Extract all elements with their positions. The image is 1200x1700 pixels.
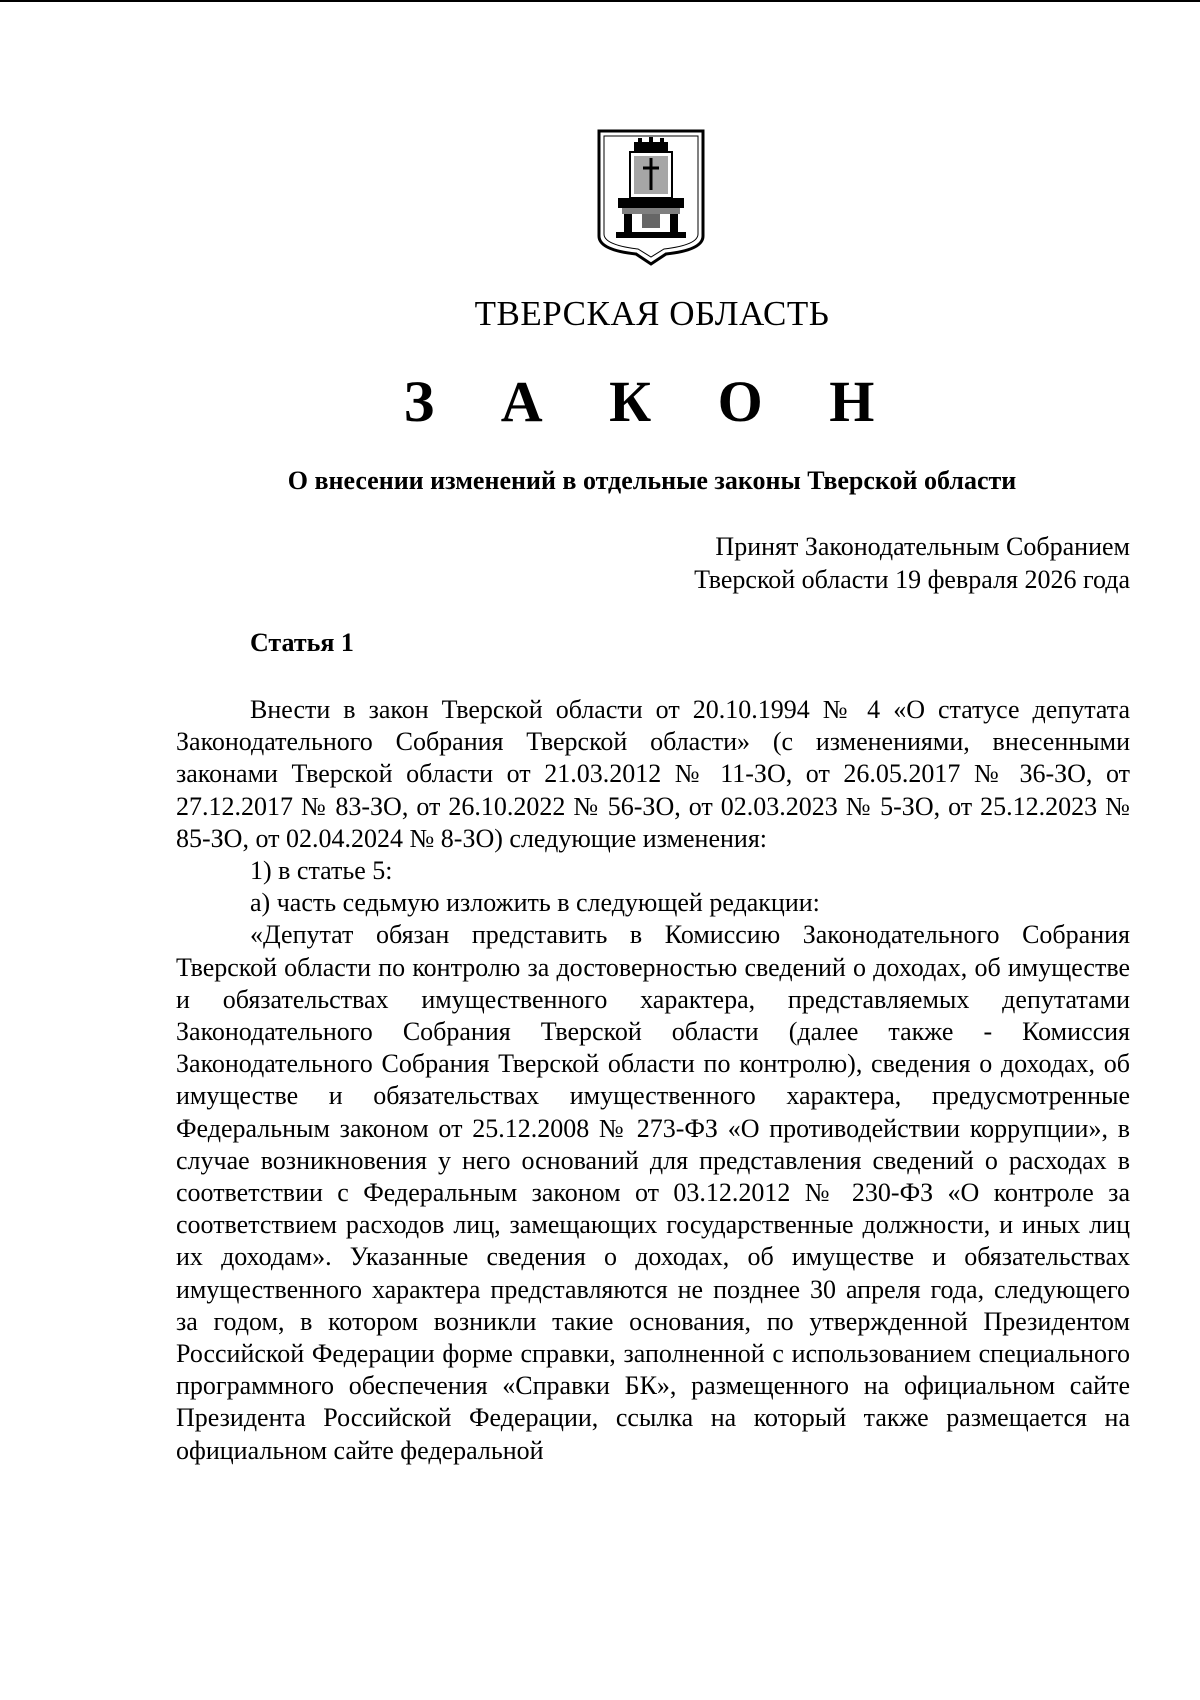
paragraph-item-1: 1) в статье 5: bbox=[250, 856, 393, 886]
adoption-note-line-1: Принят Законодательным Собранием bbox=[715, 532, 1130, 561]
paragraph-intro: Внести в закон Тверской области от 20.10.1994 № 4 «О статусе депутата Законодательного Собрания Тверской области» (с изменениями, внесенными законами Тверской области от 21.03.2012 № 11-ЗО, от 26.05.2017 № 36-ЗО, от 27.12.2017 № 83-ЗО, от 26.10.2022 № 56-ЗО, от 02.03.2023 № 5-ЗО, от 25.12.2023 № 85-ЗО, от 02.04.2024 № 8-ЗО) следующие изменения: bbox=[176, 695, 1130, 853]
law-subject-title: О внесении изменений в отдельные законы Тверской области bbox=[287, 466, 1017, 495]
document-type-title: З А К О Н bbox=[403, 369, 901, 434]
region-heading: ТВЕРСКАЯ ОБЛАСТЬ bbox=[474, 294, 830, 333]
top-border-line bbox=[0, 0, 1200, 2]
article-heading: Статья 1 bbox=[250, 628, 354, 657]
paragraph-item-a: а) часть седьмую изложить в следующей редакции: bbox=[250, 888, 820, 918]
coat-of-arms-icon bbox=[596, 128, 706, 266]
paragraph-new-text: «Депутат обязан представить в Комиссию Законодательного Собрания Тверской области по контролю за достоверностью сведений о доходах, об имуществе и обязательствах имущественного характера, представляемых депутатами Законодательного Собрания Тверской области (далее также - Комиссия Законодательного Собрания Тверской области по контролю), сведения о доходах, об имуществе и обязательствах имущественного характера, предусмотренные Федеральным законом от 25.12.2008 № 273-ФЗ «О противодействии коррупции», в случае возникновения у него оснований для представления сведений о расходах в соответствии с Федеральным законом от 03.12.2012 № 230-ФЗ «О контроле за соответствием расходов лиц, замещающих государственные должности, и иных лиц их доходам». Указанные сведения о доходах, об имуществе и обязательствах имущественного характера представляются не позднее 30 апреля года, следующего за годом, в котором возникли такие основания, по утвержденной Президентом Российской Федерации форме справки, заполненной с использованием специального программного обеспечения «Справки БК», размещенного на официальном сайте Президента Российской Федерации, ссылка на который также размещается на официальном сайте федеральной bbox=[176, 920, 1130, 1465]
adoption-note bbox=[694, 530, 1130, 596]
article-body bbox=[176, 694, 1130, 1467]
adoption-note-line-2: Тверской области 19 февраля 2026 года bbox=[694, 565, 1130, 594]
